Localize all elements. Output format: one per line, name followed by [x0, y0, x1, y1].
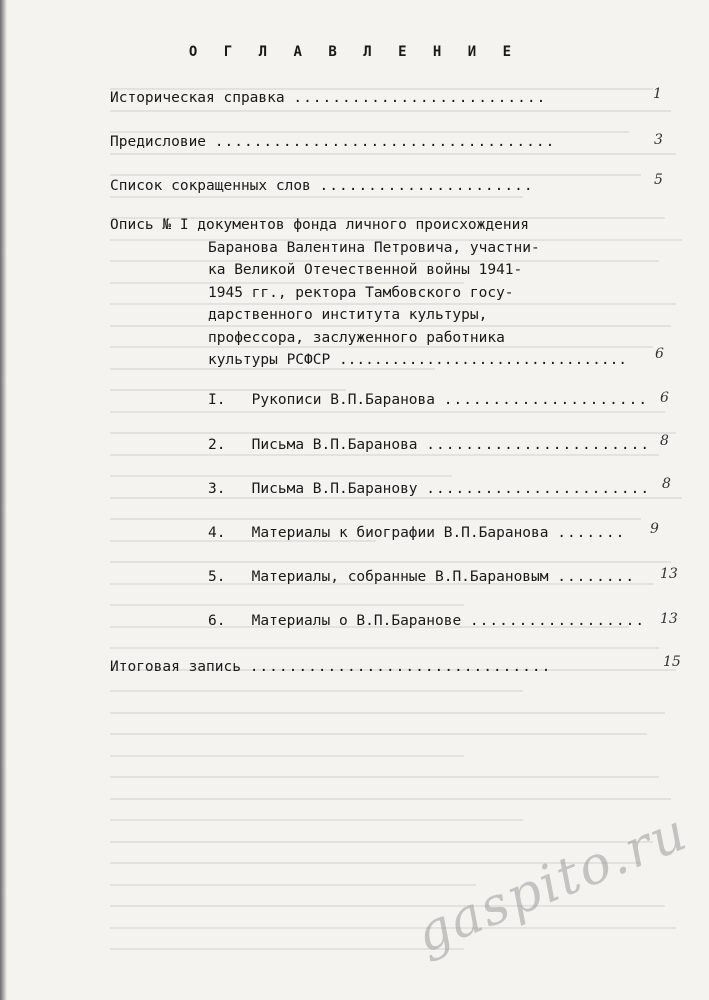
toc-section-letters-from [208, 437, 650, 453]
section-number: 4. [208, 525, 226, 541]
section-number: 2. [208, 437, 226, 453]
toc-leader-dots: ....................... [426, 437, 651, 453]
toc-page-number: 8 [662, 476, 671, 492]
toc-entry-text: Материалы, собранные В.П.Барановым [251, 569, 549, 585]
toc-entry-abbreviations [110, 178, 534, 194]
toc-section-letters-to [208, 481, 650, 497]
toc-page-number: 8 [660, 433, 669, 449]
toc-entry-text: Письма В.П.Баранова [251, 437, 418, 453]
toc-entry-text: Материалы к биографии В.П.Баранова [251, 525, 549, 541]
toc-entry-text: Письма В.П.Баранову [251, 481, 418, 497]
toc-leader-dots: ....... [557, 525, 626, 541]
toc-page-number: 13 [660, 566, 678, 582]
toc-entry-text: Материалы о В.П.Баранове [251, 613, 462, 629]
toc-section-biography [208, 525, 625, 541]
toc-entry-text: Список сокращенных слов [110, 178, 311, 194]
toc-entry-text: Итоговая запись [110, 659, 241, 675]
toc-page-number: 5 [654, 172, 663, 188]
toc-entry-historical-note [110, 90, 546, 106]
scan-edge-shadow [0, 0, 7, 1000]
opis-line: 1945 гг., ректора Тамбовского госу- [208, 284, 514, 301]
section-number: I. [208, 392, 226, 408]
toc-section-manuscripts [208, 392, 648, 408]
toc-entry-text: Историческая справка [110, 90, 285, 106]
toc-page-number: 9 [650, 521, 659, 537]
toc-leader-dots: ...................... [319, 178, 534, 194]
toc-section-collected [208, 569, 635, 585]
section-number: 5. [208, 569, 226, 585]
watermark-logo: gaspito.ru [407, 801, 697, 965]
toc-entry-final-record [110, 659, 551, 675]
toc-page-number: 13 [660, 611, 678, 627]
opis-line: ка Великой Отечественной войны 1941- [208, 262, 523, 278]
toc-section-about [208, 613, 645, 629]
section-number: 6. [208, 613, 226, 629]
toc-leader-dots: ........ [557, 569, 636, 585]
toc-leader-dots: ....................... [426, 481, 651, 497]
toc-page-number: 3 [654, 132, 663, 148]
toc-leader-dots: .................. [469, 613, 646, 629]
toc-entry-preface [110, 134, 555, 150]
toc-leader-dots: ................................... [214, 134, 556, 150]
opis-line: дарственного института культуры, [208, 307, 488, 323]
opis-line: Баранова Валентина Петровича, участни- [208, 239, 540, 256]
page-title: О Г Л А В Л Е Н И Е [188, 44, 521, 60]
section-number: 3. [208, 481, 226, 497]
toc-page-number: 6 [655, 346, 664, 362]
toc-page-number: 1 [653, 86, 662, 102]
toc-entry-opis [110, 214, 638, 372]
toc-page-number: 15 [663, 654, 681, 670]
toc-entry-text: Предисловие [110, 134, 207, 150]
opis-line: культуры РСФСР ................................. [208, 352, 628, 368]
toc-entry-text: Рукописи В.П.Баранова [251, 392, 435, 408]
toc-leader-dots: ..................... [443, 392, 649, 408]
opis-line: профессора, заслуженного работника [208, 329, 505, 346]
toc-leader-dots: .......................... [293, 90, 547, 106]
toc-page-number: 6 [660, 390, 669, 406]
opis-line: Опись № I документов фонда личного происхождения [110, 217, 530, 233]
toc-leader-dots: ............................... [249, 659, 552, 675]
